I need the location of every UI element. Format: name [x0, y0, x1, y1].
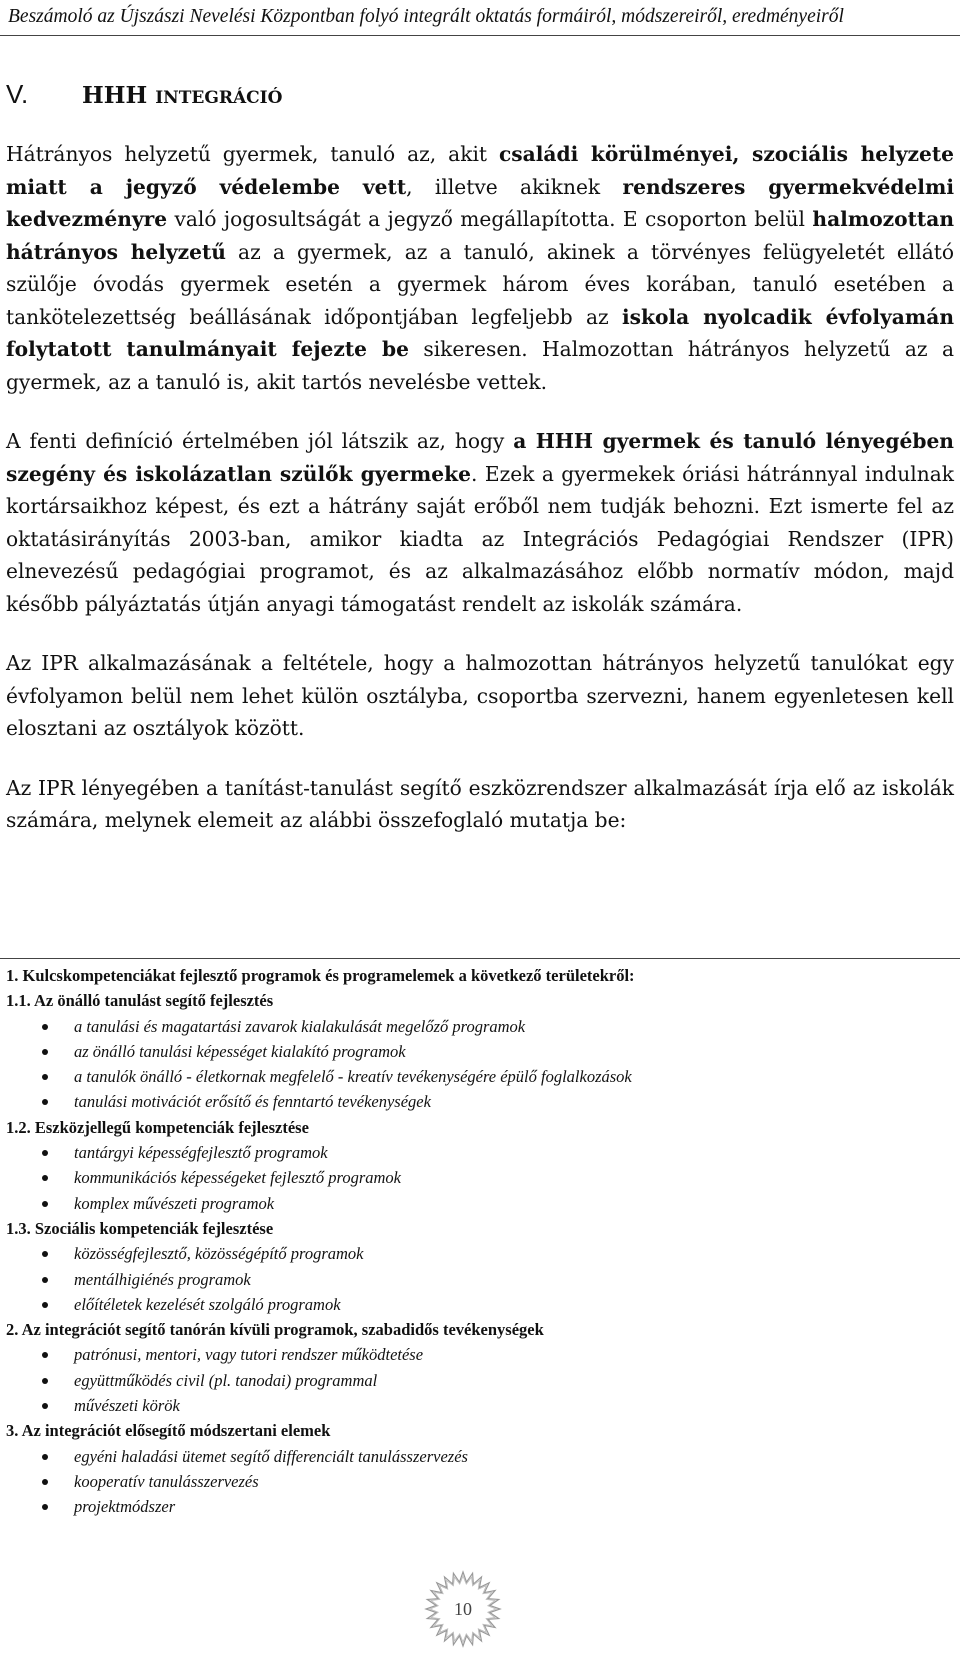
list-item: egyéni haladási ütemet segítő differenciált tanulásszervezés	[6, 1444, 954, 1469]
chapter-heading	[6, 74, 282, 114]
list-item: patrónusi, mentori, vagy tutori rendszer működtetése	[6, 1342, 954, 1367]
text-run: . Ezek a gyermekek óriási hátránnyal indulnak kortársaikhoz képest, és ezt a hátrány saját erőből nem tudják behozni. Ezt ismerte fel az oktatásirányítás 2003-ban, amikor kiadta az Integrációs Pedagógiai Rendszer (IPR) elnevezésű pedagógiai programot, és az alkalmazásához előbb normatív módon, majd később pályáztatás útján anyagi támogatást rendelt az iskolák számára.	[6, 461, 955, 616]
paragraph	[6, 425, 954, 620]
body-text	[6, 138, 954, 864]
text-run: sikeresen. Halmozottan hátrányos helyzetű az a gyermek, az a tanuló is, akit tartós nevelésbe vettek.	[6, 337, 954, 394]
summary-heading: 2. Az integrációt segítő tanórán kívüli programok, szabadidős tevékenységek	[6, 1320, 544, 1340]
text-run: A fenti definíció értelmében jól látszik az, hogy	[6, 429, 514, 453]
summary-items	[6, 1014, 954, 1115]
chapter-title-prefix: HHH	[82, 82, 148, 109]
chapter-title	[82, 82, 282, 109]
list-item: mentálhigiénés programok	[6, 1267, 954, 1292]
summary-items	[6, 1241, 954, 1317]
paragraph	[6, 138, 954, 398]
summary-items	[6, 1444, 954, 1520]
summary-rule	[0, 958, 960, 959]
text-run: az a gyermek, az a tanuló, akinek a törvényes felügyeletét ellátó szülője óvodás gyermek esetén a gyermek három éves korában, tanuló esetében a tankötelezettség beállásának időpontjában legfeljebb az	[6, 239, 955, 329]
list-item: tantárgyi képességfejlesztő programok	[6, 1140, 954, 1165]
chapter-number: V.	[6, 79, 29, 109]
summary-heading: 1.3. Szociális kompetenciák fejlesztése	[6, 1218, 274, 1238]
text-run: Az IPR alkalmazásának a feltétele, hogy a halmozottan hátrányos helyzetű tanulókat egy évfolyamon belül nem lehet külön osztályba, csoportba szervezni, hanem egyenletesen kell elosztani az osztályok között.	[6, 651, 954, 740]
list-item: előítéletek kezelését szolgáló programok	[6, 1292, 954, 1317]
text-run: Hátrányos helyzetű gyermek, tanuló az, akit	[6, 142, 499, 166]
list-item: komplex művészeti programok	[6, 1191, 954, 1216]
summary-items	[6, 1140, 954, 1216]
chapter-title-rest: INTEGRÁCIÓ	[155, 88, 283, 108]
bold-run: halmozottan hátrányos helyzetű	[6, 207, 954, 264]
summary-items	[6, 1342, 954, 1418]
summary-heading: 1.2. Eszközjellegű kompetenciák fejlesztése	[6, 1117, 309, 1137]
list-item: projektmódszer	[6, 1494, 954, 1519]
paragraph	[6, 772, 954, 837]
list-item: kommunikációs képességeket fejlesztő programok	[6, 1165, 954, 1190]
bold-run: rendszeres gyermekvédelmi kedvezményre	[6, 174, 955, 231]
page-number: 10	[454, 1599, 472, 1619]
bold-run: a HHH gyermek és tanuló lényegében szegény és iskolázatlan szülők gyermeke	[6, 429, 954, 486]
summary-heading: 1. Kulcskompetenciákat fejlesztő programok és programelemek a következő területekről:	[6, 966, 635, 985]
text-run: Az IPR lényegében a tanítást-tanulást segítő eszközrendszer alkalmazását írja elő az iskolák számára, melynek elemeit az alábbi összefoglaló mutatja be:	[6, 775, 954, 832]
list-item: művészeti körök	[6, 1393, 954, 1418]
text-run: való jogosultságát a jegyző megállapította. E csoporton belül	[167, 207, 813, 231]
text-run: , illetve akiknek	[406, 174, 623, 199]
summary-heading: 3. Az integrációt elősegítő módszertani elemek	[6, 1421, 331, 1441]
list-item: a tanulási és magatartási zavarok kialakulását megelőző programok	[6, 1014, 954, 1039]
list-item: kooperatív tanulásszervezés	[6, 1469, 954, 1494]
list-item: tanulási motivációt erősítő és fenntartó tevékenységek	[6, 1089, 954, 1114]
list-item: a tanulók önálló - életkornak megfelelő - kreatív tevékenységére épülő foglalkozások	[6, 1064, 954, 1089]
running-header: Beszámoló az Újszászi Nevelési Központban folyó integrált oktatás formáiról, módszereiről, eredményeiről	[8, 6, 844, 27]
paragraph	[6, 647, 954, 745]
bold-run: családi körülményei, szociális helyzete miatt a jegyző védelembe vett	[6, 142, 954, 199]
header-rule	[0, 35, 960, 36]
list-item: az önálló tanulási képességet kialakító programok	[6, 1039, 954, 1064]
bold-run: iskola nyolcadik évfolyamán folytatott tanulmányait fejezte be	[6, 304, 954, 361]
summary-heading: 1.1. Az önálló tanulást segítő fejlesztés	[6, 991, 274, 1011]
list-item: együttműködés civil (pl. tanodai) programmal	[6, 1368, 954, 1393]
list-item: közösségfejlesztő, közösségépítő programok	[6, 1241, 954, 1266]
summary-list	[6, 963, 954, 1520]
